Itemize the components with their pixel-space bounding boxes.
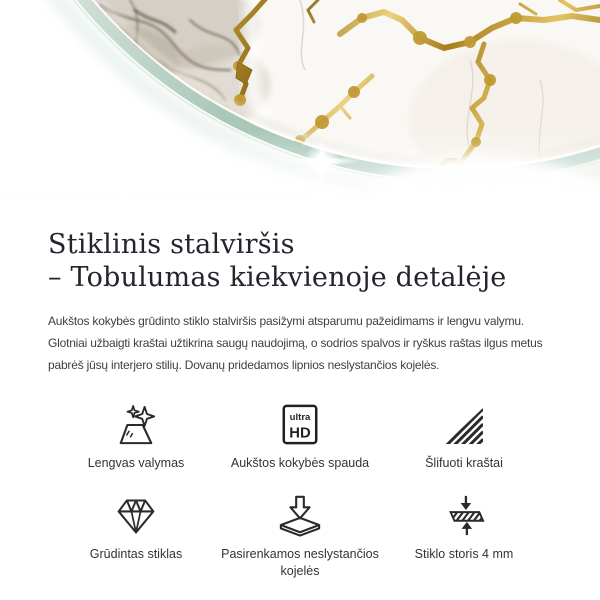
feature-label: Grūdintas stiklas [89,547,183,561]
feature-grid [54,406,546,580]
ultra-hd-icon-text-top: ultra [289,412,311,424]
page-title-line2: – Tobulumas kiekvienoje detalėje [48,262,507,293]
feature-easy-cleaning [54,406,218,472]
feature-hd-print [218,406,382,472]
ultra-hd-icon [277,404,323,446]
feature-label: Lengvas valymas [87,456,185,470]
feature-polished-edges [382,406,546,472]
description-line: Aukštos kokybės grūdinto stiklo stalviršis pasižymi atsparumu pažeidimams ir lengvu valymu. [48,314,524,328]
feature-glass-thickness [382,497,546,580]
ultra-hd-icon-text-bottom: HD [289,425,311,442]
diamond-icon [113,495,159,537]
description-line: pabrėš jūsų interjero stilių. Dovanų pridedamos lipnios neslystančios kojelės. [48,358,440,372]
feature-label: Šlifuoti kraštai [425,456,503,470]
sparkle-clean-icon [113,404,159,446]
glass-thickness-icon [441,493,487,537]
feature-label: Stiklo storis 4 mm [414,547,514,561]
glass-tabletop-image [0,0,600,218]
non-slip-feet-icon [277,493,323,537]
description-line: Glotniai užbaigti kraštai užtikrina saugų naudojimą, o sodrios spalvos ir ryškus raštas ilgus metus [48,336,543,350]
feature-label: Aukštos kokybės spauda [230,456,370,470]
page-title [48,228,552,294]
product-description [48,310,552,376]
feature-tempered-glass [54,497,218,580]
feature-label: Pasirenkamos neslystančios kojelės [221,547,379,578]
polished-edges-icon [441,404,487,446]
product-photo [0,0,600,218]
feature-non-slip-feet [218,497,382,580]
page-title-line1: Stiklinis stalviršis [48,229,295,260]
